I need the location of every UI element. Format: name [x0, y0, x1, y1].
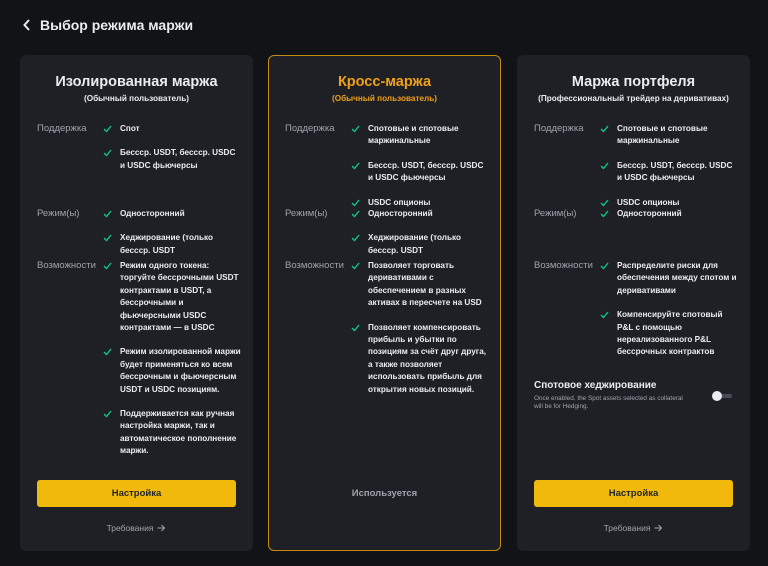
spot-hedge-toggle[interactable] [712, 391, 732, 401]
check-icon [351, 233, 360, 243]
page-title: Выбор режима маржи [40, 17, 194, 33]
check-icon [600, 124, 609, 134]
check-icon [103, 261, 112, 271]
card-title: Маржа портфеля [571, 74, 696, 90]
configure-button[interactable]: Настройка [534, 480, 733, 507]
spot-hedge-title: Спотовое хеджирование [534, 380, 657, 391]
feature-item: Односторонний [103, 208, 242, 220]
feature-item: Распределите риски для обеспечения между спотом и деривативами [600, 260, 739, 297]
feature-item: Односторонний [600, 208, 739, 220]
feature-item: Спот [103, 123, 242, 135]
toggle-knob [712, 391, 722, 401]
feature-item: USDC опционы [351, 197, 490, 209]
check-icon [103, 124, 112, 134]
chevron-left-icon [22, 18, 32, 32]
check-icon [351, 124, 360, 134]
section-label: Режим(ы) [37, 208, 80, 219]
arrow-right-icon [157, 524, 166, 532]
spot-hedge-description: Once enabled, the Spot assets selected as collateral will be for Hedging. [534, 395, 683, 410]
check-icon [351, 198, 360, 208]
feature-item: Позволяет компенсировать прибыль и убытки по позициям за счёт друг друга, а также позволяет использовать прибыль для открытия новых позиций. [351, 322, 490, 396]
section-label: Возможности [285, 260, 344, 271]
feature-item: Хеджирование (только бессср. USDT [103, 232, 242, 257]
configure-button[interactable]: Настройка [37, 480, 236, 507]
check-icon [103, 347, 112, 357]
card-subtitle: (Профессиональный трейдер на деривативах) [538, 94, 729, 103]
section-label: Поддержка [285, 123, 335, 134]
section-label: Возможности [534, 260, 593, 271]
check-icon [600, 261, 609, 271]
card-title: Кросс-маржа [337, 74, 432, 90]
section-label: Режим(ы) [534, 208, 577, 219]
feature-item: Односторонний [351, 208, 490, 220]
check-icon [103, 209, 112, 219]
check-icon [351, 323, 360, 333]
check-icon [600, 198, 609, 208]
card-subtitle: (Обычный пользователь) [332, 94, 437, 103]
feature-item: Компенсируйте спотовый P&L с помощью нереализованного P&L бессрочных контрактов [600, 309, 739, 359]
feature-item: Бессср. USDT, бессср. USDC и USDC фьючерсы [103, 147, 242, 172]
in-use-status: Используется [351, 488, 418, 499]
feature-item: Хеджирование (только бессср. USDT [351, 232, 490, 257]
card-title: Изолированная маржа [55, 74, 218, 90]
check-icon [351, 209, 360, 219]
feature-item: Режим одного токена: торгуйте бессрочными USDT контрактами в USDT, а бессрочными и фьючерсными USDC контрактами — в USDC [103, 260, 242, 334]
section-label: Поддержка [37, 123, 87, 134]
isolated-margin-card [20, 55, 253, 551]
check-icon [351, 161, 360, 171]
check-icon [103, 233, 112, 243]
requirements-link[interactable] [21, 523, 252, 533]
requirements-link[interactable] [518, 523, 749, 533]
section-label: Режим(ы) [285, 208, 328, 219]
feature-item: USDC опционы [600, 197, 739, 209]
arrow-right-icon [654, 524, 663, 532]
check-icon [103, 148, 112, 158]
cross-margin-card [268, 55, 501, 551]
feature-item: Спотовые и спотовые маржинальные [600, 123, 739, 148]
feature-item: Позволяет торговать деривативами с обеспечением в разных активах в пересчете на USD [351, 260, 490, 310]
feature-item: Режим изолированной маржи будет применяться ко всем бессрочным и фьючерсным USDT и USDC позициям. [103, 346, 242, 396]
feature-item: Бессср. USDT, бессср. USDC и USDC фьючерсы [351, 160, 490, 185]
feature-item: Бессср. USDT, бессср. USDC и USDC фьючерсы [600, 160, 739, 185]
back-header[interactable] [22, 17, 193, 33]
feature-item: Поддерживается как ручная настройка маржи, так и автоматическое пополнение маржи. [103, 408, 242, 458]
section-label: Возможности [37, 260, 96, 271]
check-icon [600, 161, 609, 171]
check-icon [600, 209, 609, 219]
check-icon [103, 409, 112, 419]
feature-item: Спотовые и спотовые маржинальные [351, 123, 490, 148]
requirements-label: Требования [106, 523, 154, 533]
requirements-label: Требования [603, 523, 651, 533]
check-icon [600, 310, 609, 320]
card-subtitle: (Обычный пользователь) [84, 94, 189, 103]
portfolio-margin-card [517, 55, 750, 551]
section-label: Поддержка [534, 123, 584, 134]
check-icon [351, 261, 360, 271]
